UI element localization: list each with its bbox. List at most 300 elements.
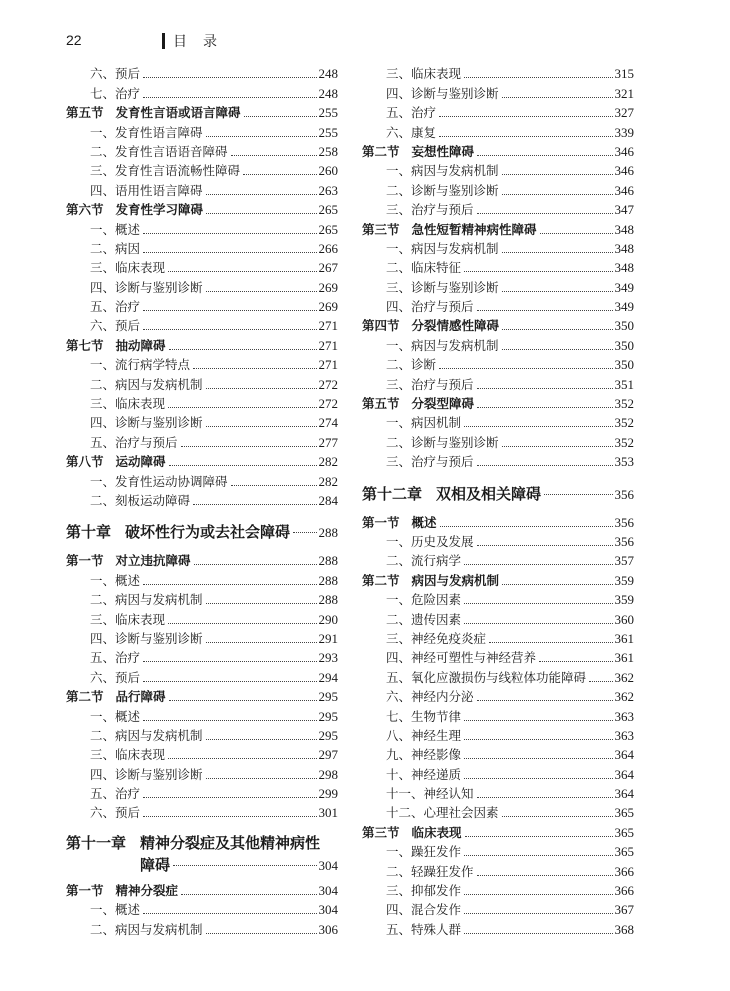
section-number: 第六节 [66,202,104,218]
dot-leader [168,758,316,759]
dot-leader [206,739,317,740]
toc-item-entry [66,413,338,432]
dot-leader [206,426,317,427]
page-ref: 266 [318,240,338,256]
item-label: 一、躁狂发作 [386,844,462,860]
toc-item-entry [66,590,338,609]
toc-item-entry [66,629,338,648]
item-label: 三、临床表现 [90,260,166,276]
toc-item-entry [66,432,338,451]
section-number: 第七节 [66,337,104,353]
toc-item-entry [66,180,338,199]
toc-item-entry [362,609,634,628]
toc-item-entry [66,667,338,686]
page-ref: 356 [614,486,634,502]
dot-leader [143,661,316,662]
page-ref: 351 [614,376,634,392]
dot-leader [477,465,613,466]
item-label: 六、神经内分泌 [386,689,474,705]
page-number: 22 [66,32,82,48]
dot-leader [169,700,317,701]
toc-item-entry [362,881,634,900]
toc-item-entry [362,648,634,667]
toc-item-entry [362,297,634,316]
page-ref: 304 [318,857,338,873]
toc-item-entry [362,355,634,374]
section-label [66,452,166,471]
toc-item-entry [66,803,338,822]
dot-leader [502,816,613,817]
page-ref: 288 [318,592,338,608]
item-label: 一、病因与发病机制 [386,337,499,353]
dot-leader [502,174,613,175]
chapter-number: 第十二章 [362,484,423,503]
section-label [362,316,499,335]
item-label: 五、治疗与预后 [90,434,178,450]
dot-leader [477,213,613,214]
chapter-title-line [66,832,338,854]
dot-leader [169,465,317,466]
toc-section-entry [66,551,338,570]
toc-item-entry [66,316,338,335]
toc-item-entry [66,764,338,783]
item-label: 三、临床表现 [386,66,462,82]
item-label: 二、轻躁狂发作 [386,863,474,879]
dot-leader [173,865,316,866]
toc-item-entry [66,239,338,258]
section-number: 第八节 [66,454,104,470]
section-title: 病因与发病机制 [411,572,500,588]
section-label [66,336,166,355]
dot-leader [502,446,613,447]
page-ref: 350 [614,318,634,334]
dot-leader [244,116,317,117]
dot-leader [502,349,613,350]
dot-leader [489,642,612,643]
toc-section-entry [362,142,634,161]
toc-section-entry [362,512,634,531]
toc-item-entry [362,103,634,122]
dot-leader [502,252,613,253]
page-header [60,30,680,56]
toc-item-entry [362,687,634,706]
toc-item-entry [66,900,338,919]
item-label: 三、临床表现 [90,747,166,763]
chapter-title: 精神分裂症及其他精神病性 [140,834,321,853]
dot-leader [143,310,316,311]
toc-item-entry [66,745,338,764]
toc-section-entry [66,200,338,219]
page-ref: 321 [614,85,634,101]
item-label: 四、诊断与鉴别诊断 [386,85,499,101]
item-label: 一、概述 [90,572,141,588]
page-ref: 360 [614,611,634,627]
item-label: 二、诊断与鉴别诊断 [386,182,499,198]
page-ref: 267 [318,260,338,276]
page-ref: 353 [614,454,634,470]
section-title: 发育性言语或语言障碍 [115,105,241,121]
page-ref: 359 [614,592,634,608]
item-label: 二、病因与发病机制 [90,727,203,743]
dot-leader [464,603,612,604]
toc-section-entry [66,103,338,122]
page-ref: 327 [614,105,634,121]
toc-item-entry [362,803,634,822]
section-label [362,571,499,590]
section-number: 第二节 [362,143,400,159]
page-ref: 349 [614,299,634,315]
page-ref: 288 [318,525,338,541]
toc-item-entry [362,532,634,551]
dot-leader [464,778,612,779]
page-ref: 306 [318,921,338,937]
section-title: 精神分裂症 [115,882,179,898]
page-ref: 364 [614,786,634,802]
dot-leader [440,526,613,527]
page-ref: 297 [318,747,338,763]
dot-leader [143,720,316,721]
toc-right-column [362,64,634,939]
toc-item-entry [66,919,338,938]
item-label: 四、诊断与鉴别诊断 [90,279,203,295]
section-title: 运动障碍 [115,454,166,470]
item-label: 七、生物节律 [386,708,462,724]
toc-item-entry [362,161,634,180]
dot-leader [464,77,612,78]
toc-item-entry [362,335,634,354]
page-ref: 282 [318,473,338,489]
dot-leader [502,329,612,330]
dot-leader [477,407,612,408]
dot-leader [464,855,612,856]
page-ref: 255 [318,124,338,140]
item-label: 三、治疗与预后 [386,202,474,218]
page-ref: 366 [614,863,634,879]
item-label: 三、发育性言语流畅性障碍 [90,163,241,179]
item-label: 二、诊断 [386,357,437,373]
dot-leader [169,349,317,350]
toc-item-entry [362,180,634,199]
page-ref: 294 [318,669,338,685]
toc-section-entry [362,394,634,413]
section-title: 抽动障碍 [115,337,166,353]
dot-leader [206,778,317,779]
item-label: 四、诊断与鉴别诊断 [90,766,203,782]
item-label: 二、临床特征 [386,260,462,276]
item-label: 十一、神经认知 [386,786,474,802]
dot-leader [464,271,612,272]
section-title: 分裂情感性障碍 [411,318,500,334]
toc-left-column [66,64,338,939]
page-ref: 368 [614,921,634,937]
item-label: 四、语用性语言障碍 [90,182,203,198]
toc-item-entry [362,706,634,725]
toc-item-entry [66,394,338,413]
toc-section-entry [66,335,338,354]
toc-section-entry [66,880,338,899]
toc-item-entry [66,491,338,510]
item-label: 九、神经影像 [386,747,462,763]
page-ref: 365 [614,844,634,860]
item-label: 十二、心理社会因素 [386,805,499,821]
page-ref: 356 [614,514,634,530]
section-number: 第一节 [362,514,400,530]
dot-leader [464,913,612,914]
toc-item-entry [362,200,634,219]
page-ref: 347 [614,202,634,218]
dot-leader [143,913,316,914]
toc-item-entry [66,161,338,180]
running-title: 目录 [173,34,233,50]
section-number: 第四节 [362,318,400,334]
toc-section-entry [66,452,338,471]
toc-item-entry [66,277,338,296]
page-ref: 271 [318,318,338,334]
page-ref: 271 [318,357,338,373]
toc-item-entry [66,609,338,628]
dot-leader [477,545,613,546]
item-label: 一、历史及发展 [386,533,474,549]
item-label: 六、预后 [90,669,141,685]
toc-item-entry [66,784,338,803]
item-label: 三、临床表现 [90,611,166,627]
section-title: 发育性学习障碍 [115,202,204,218]
page-ref: 293 [318,650,338,666]
dot-leader [464,894,612,895]
item-label: 四、混合发作 [386,902,462,918]
dot-leader [477,388,613,389]
dot-leader [464,758,612,759]
dot-leader [143,77,316,78]
dot-leader [477,797,613,798]
page-ref: 346 [614,143,634,159]
dot-leader [465,836,613,837]
page-ref: 339 [614,124,634,140]
item-label: 三、抑郁发作 [386,883,462,899]
page-ref: 277 [318,434,338,450]
chapter-title: 双相及相关障碍 [436,484,542,503]
section-number: 第三节 [362,824,400,840]
dot-leader [206,388,317,389]
toc-item-entry [66,64,338,83]
page-ref: 282 [318,454,338,470]
toc-item-entry [66,471,338,490]
toc-item-entry [362,667,634,686]
page-ref: 301 [318,805,338,821]
dot-leader [193,504,316,505]
item-label: 六、预后 [90,318,141,334]
toc-item-entry [362,764,634,783]
page-ref: 365 [614,805,634,821]
dot-leader [439,136,612,137]
section-label [66,687,166,706]
page-ref: 359 [614,572,634,588]
page-ref: 263 [318,182,338,198]
toc-item-entry [362,432,634,451]
item-label: 一、流行病学特点 [90,357,191,373]
dot-leader [502,194,613,195]
toc-item-entry [362,258,634,277]
page-ref: 348 [614,221,634,237]
item-label: 二、病因与发病机制 [90,921,203,937]
page-ref: 361 [614,630,634,646]
toc-item-entry [362,64,634,83]
item-label: 二、流行病学 [386,553,462,569]
page-ref: 352 [614,434,634,450]
toc-item-entry [66,122,338,141]
dot-leader [293,532,316,533]
item-label: 四、诊断与鉴别诊断 [90,415,203,431]
item-label: 一、发育性运动协调障碍 [90,473,228,489]
dot-leader [439,116,612,117]
dot-leader [168,407,316,408]
toc-section-entry [66,687,338,706]
page-ref: 255 [318,105,338,121]
toc-item-entry [362,900,634,919]
dot-leader [464,564,612,565]
item-label: 一、危险因素 [386,592,462,608]
toc-item-entry [66,374,338,393]
dot-leader [168,271,316,272]
page-ref: 346 [614,163,634,179]
section-label [362,513,437,532]
page-ref: 304 [318,882,338,898]
toc-item-entry [362,861,634,880]
toc-chapter-entry [66,518,338,548]
dot-leader [477,155,612,156]
toc-item-entry [66,297,338,316]
section-label [66,881,178,900]
page-ref: 272 [318,396,338,412]
toc-item-entry [66,219,338,238]
item-label: 三、治疗与预后 [386,454,474,470]
item-label: 一、概述 [90,708,141,724]
dot-leader [181,446,317,447]
item-label: 一、病因机制 [386,415,462,431]
page-ref: 361 [614,650,634,666]
chapter-label [66,523,290,542]
dot-leader [502,291,613,292]
dot-leader [464,739,612,740]
item-label: 四、诊断与鉴别诊断 [90,630,203,646]
dot-leader [206,603,317,604]
toc-item-entry [362,726,634,745]
page-ref: 274 [318,415,338,431]
dot-leader [243,174,316,175]
section-label [362,823,462,842]
dot-leader [143,797,316,798]
page-ref: 357 [614,553,634,569]
dot-leader [539,661,612,662]
page-ref: 265 [318,202,338,218]
page-ref: 352 [614,396,634,412]
page-ref: 366 [614,883,634,899]
item-label: 一、概述 [90,221,141,237]
toc-section-entry [362,316,634,335]
page-ref: 295 [318,708,338,724]
item-label: 三、神经免疫炎症 [386,630,487,646]
section-title: 分裂型障碍 [411,396,475,412]
page-ref: 348 [614,260,634,276]
dot-leader [206,213,316,214]
item-label: 二、发育性言语语音障碍 [90,143,228,159]
item-label: 三、治疗与预后 [386,376,474,392]
page-ref: 352 [614,415,634,431]
toc-item-entry [66,355,338,374]
dot-leader [477,875,613,876]
toc-section-entry [362,822,634,841]
dot-leader [193,368,316,369]
page-ref: 248 [318,85,338,101]
item-label: 三、诊断与鉴别诊断 [386,279,499,295]
item-label: 五、治疗 [386,105,437,121]
chapter-number: 第十一章 [66,834,127,853]
section-label [66,200,203,219]
page-ref: 288 [318,572,338,588]
item-label: 五、治疗 [90,299,141,315]
section-number: 第五节 [66,105,104,121]
dot-leader [143,97,316,98]
section-label [362,220,537,239]
item-label: 五、特殊人群 [386,921,462,937]
page-ref: 348 [614,240,634,256]
toc-chapter-entry [362,479,634,509]
item-label: 一、概述 [90,902,141,918]
item-label: 四、治疗与预后 [386,299,474,315]
item-label: 一、发育性语言障碍 [90,124,203,140]
toc-item-entry [362,239,634,258]
item-label: 二、刻板运动障碍 [90,492,191,508]
toc-item-entry [362,629,634,648]
dot-leader [206,933,317,934]
dot-leader [464,933,612,934]
item-label: 五、氧化应激损伤与线粒体功能障碍 [386,669,587,685]
section-title: 品行障碍 [115,689,166,705]
page-ref: 258 [318,143,338,159]
page-ref: 248 [318,66,338,82]
toc-item-entry [66,83,338,102]
item-label: 六、预后 [90,66,141,82]
dot-leader [540,233,613,234]
dot-leader [143,584,316,585]
dot-leader [206,136,317,137]
chapter-label [362,485,541,504]
dot-leader [143,681,316,682]
toc-item-entry [362,745,634,764]
toc-chapter-entry [66,832,338,876]
page-ref: 265 [318,221,338,237]
item-label: 五、治疗 [90,786,141,802]
item-label: 二、诊断与鉴别诊断 [386,434,499,450]
page-ref: 272 [318,376,338,392]
dot-leader [589,681,612,682]
toc-section-entry [362,219,634,238]
section-title: 概述 [411,514,437,530]
item-label: 七、治疗 [90,85,141,101]
toc-item-entry [362,452,634,471]
dot-leader [143,233,316,234]
page-ref: 284 [318,492,338,508]
page-ref: 349 [614,279,634,295]
page-ref: 271 [318,337,338,353]
page-ref: 367 [614,902,634,918]
toc-item-entry [362,919,634,938]
dot-leader [143,252,316,253]
page-ref: 364 [614,747,634,763]
toc-item-entry [66,258,338,277]
page-ref: 260 [318,163,338,179]
page-ref: 295 [318,727,338,743]
